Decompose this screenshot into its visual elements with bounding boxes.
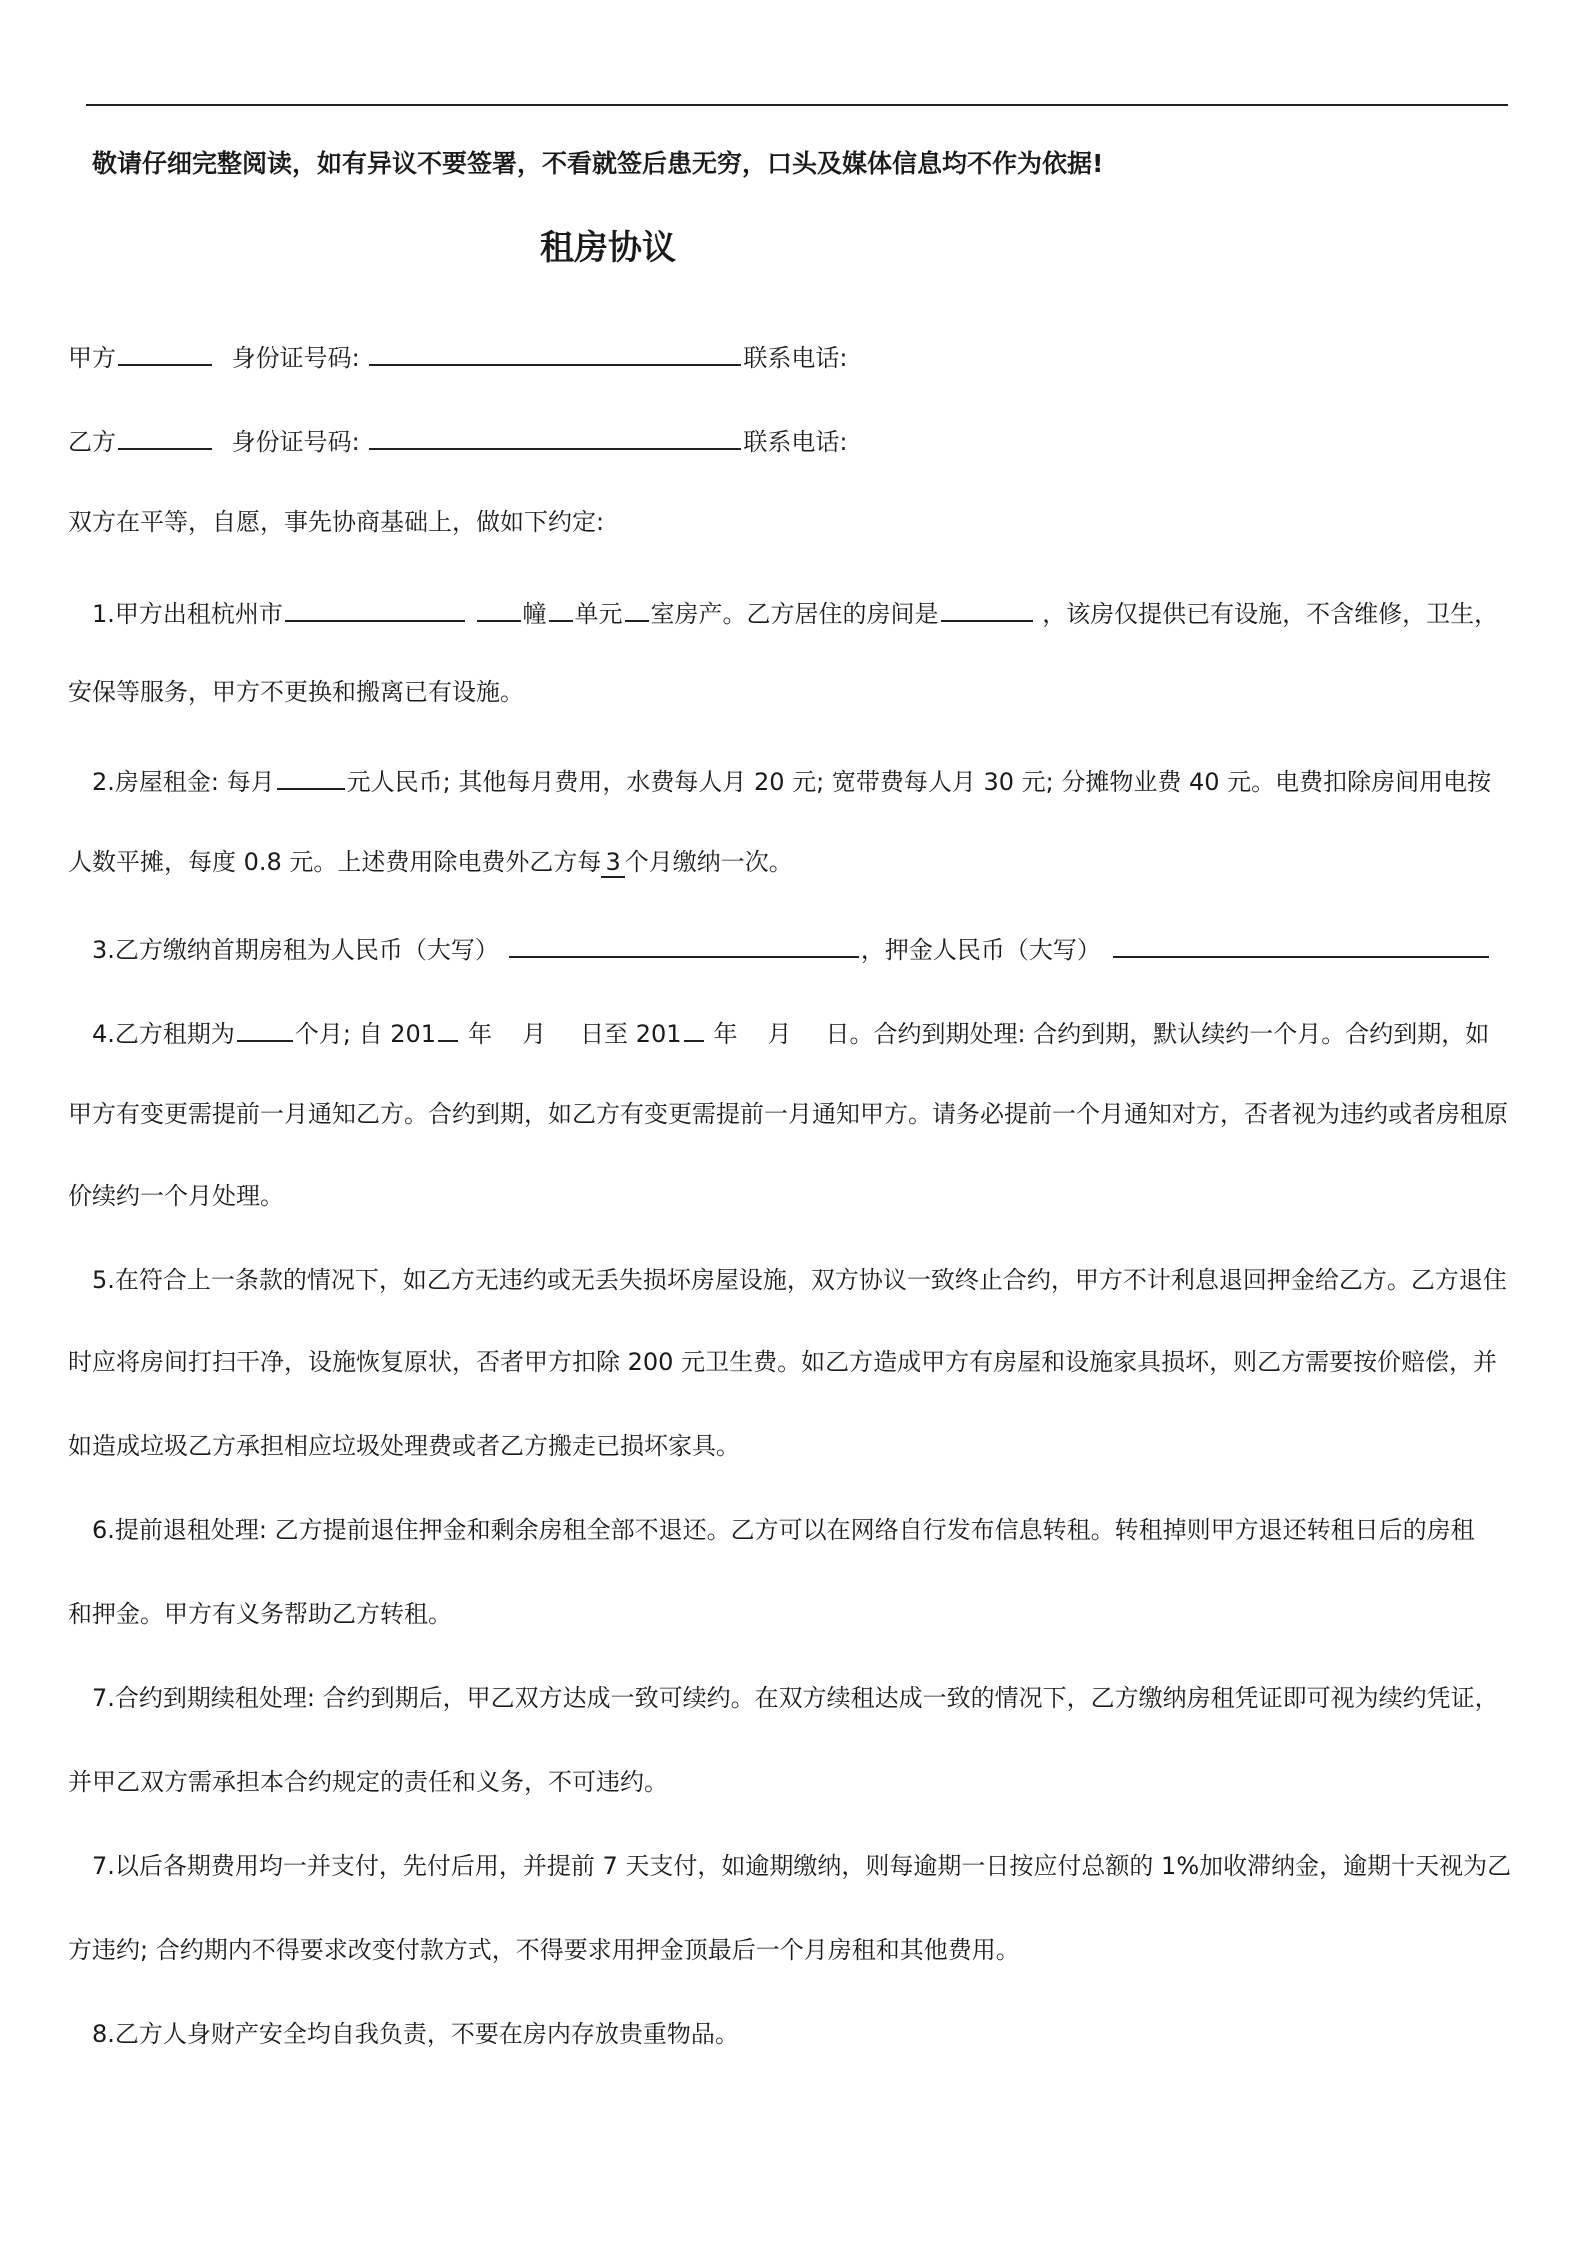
clause-3-line-1	[92, 930, 1491, 966]
clause-4-text-a: 4.乙方租期为	[92, 1020, 235, 1048]
document-title: 租房协议	[540, 228, 676, 268]
party-b-id-label: 身份证号码:	[231, 428, 360, 456]
clause-7a-line-2: 并甲乙双方需承担本合约规定的责任和义务，不可违约。	[68, 1768, 668, 1796]
clause-4-text-h: 日。合约到期处理: 合约到期，默认续约一个月。合约到期，如	[825, 1020, 1490, 1048]
clause-4-line-2: 甲方有变更需提前一月通知乙方。合约到期，如乙方有变更需提前一月通知甲方。请务必提前一个月通知对方，否者视为违约或者房租原	[68, 1100, 1508, 1128]
room-blank[interactable]	[625, 594, 649, 622]
address-blank[interactable]	[285, 594, 465, 622]
party-b-phone-label: 联系电话:	[743, 428, 848, 456]
clause-3-text-b: ，押金人民币（大写）	[860, 936, 1101, 964]
clause-3-text-a: 3.乙方缴纳首期房租为人民币（大写）	[92, 936, 499, 964]
party-a-row	[68, 338, 847, 374]
clause-6-line-2: 和押金。甲方有义务帮助乙方转租。	[68, 1600, 452, 1628]
party-a-name-blank[interactable]	[118, 338, 212, 366]
clause-1-text-a: 1.甲方出租杭州市	[92, 600, 283, 628]
clause-4-text-f: 年	[713, 1020, 738, 1048]
clause-4-text-c: 年	[468, 1020, 493, 1048]
first-rent-blank[interactable]	[509, 930, 859, 958]
clause-4-text-b: 个月; 自 201	[294, 1020, 437, 1048]
clause-5-line-3: 如造成垃圾乙方承担相应垃圾处理费或者乙方搬走已损坏家具。	[68, 1432, 740, 1460]
party-a-id-label: 身份证号码:	[231, 344, 360, 372]
payment-months-value[interactable]: 3	[601, 848, 624, 878]
clause-1-line-2: 安保等服务，甲方不更换和搬离已有设施。	[68, 678, 524, 706]
building-blank[interactable]	[477, 594, 521, 622]
party-a-phone-label: 联系电话:	[743, 344, 848, 372]
clause-7b-line-1: 7.以后各期费用均一并支付，先付后用，并提前 7 天支付，如逾期缴纳，则每逾期一日按应付总额的 1%加收滞纳金，逾期十天视为乙	[92, 1852, 1512, 1880]
clause-7a-line-1: 7.合约到期续租处理: 合约到期后，甲乙双方达成一致可续约。在双方续租达成一致的情况下，乙方缴纳房租凭证即可视为续约凭证，	[92, 1684, 1499, 1712]
unit-blank[interactable]	[549, 594, 573, 622]
clause-4-line-1	[92, 1014, 1489, 1050]
clause-4-line-3: 价续约一个月处理。	[68, 1182, 284, 1210]
clause-4-text-d: 月	[522, 1020, 547, 1048]
party-b-row	[68, 422, 847, 458]
clause-5-line-1: 5.在符合上一条款的情况下，如乙方无违约或无丢失损坏房屋设施，双方协议一致终止合约，甲方不计利息退回押金给乙方。乙方退住	[92, 1266, 1507, 1294]
rent-amount-blank[interactable]	[277, 762, 345, 790]
clause-2-text-a: 2.房屋租金: 每月	[92, 768, 275, 796]
party-a-id-blank[interactable]	[369, 338, 741, 366]
room-type-blank[interactable]	[941, 594, 1033, 622]
notice-warning: 敬请仔细完整阅读，如有异议不要签署，不看就签后患无穷，口头及媒体信息均不作为依据!	[92, 149, 1104, 178]
clause-2-line-2	[68, 846, 793, 878]
clause-1-line-1	[92, 594, 1498, 630]
party-a-label: 甲方	[68, 344, 116, 372]
clause-2-text-c: 人数平摊，每度 0.8 元。上述费用除电费外乙方每	[68, 848, 602, 876]
clause-4-text-e: 日至 201	[580, 1020, 682, 1048]
clause-1-text-c: 单元	[574, 600, 623, 628]
clause-1-text-e: ，该房仅提供已有设施，不含维修，卫生，	[1042, 600, 1499, 628]
party-b-label: 乙方	[68, 428, 116, 456]
clause-2-text-b: 元人民币; 其他每月费用，水费每人月 20 元; 宽带费每人月 30 元; 分摊物业费 40 元。电费扣除房间用电按	[346, 768, 1492, 796]
preamble: 双方在平等，自愿，事先协商基础上，做如下约定:	[68, 508, 605, 536]
party-b-name-blank[interactable]	[118, 422, 212, 450]
clause-5-line-2: 时应将房间打扫干净，设施恢复原状，否者甲方扣除 200 元卫生费。如乙方造成甲方有房屋和设施家具损坏，则乙方需要按价赔偿，并	[68, 1348, 1498, 1376]
top-rule	[86, 104, 1508, 106]
clause-8-line-1: 8.乙方人身财产安全均自我负责，不要在房内存放贵重物品。	[92, 2020, 739, 2048]
deposit-blank[interactable]	[1113, 930, 1489, 958]
party-b-id-blank[interactable]	[369, 422, 741, 450]
clause-7b-line-2: 方违约; 合约期内不得要求改变付款方式，不得要求用押金顶最后一个月房租和其他费用。	[68, 1936, 1020, 1964]
end-year-blank[interactable]	[684, 1014, 704, 1042]
start-year-blank[interactable]	[438, 1014, 458, 1042]
clause-4-text-g: 月	[767, 1020, 792, 1048]
lease-months-blank[interactable]	[237, 1014, 293, 1042]
clause-1-text-d: 室房产。乙方居住的房间是	[650, 600, 939, 628]
clause-6-line-1: 6.提前退租处理: 乙方提前退住押金和剩余房租全部不退还。乙方可以在网络自行发布信息转租。转租掉则甲方退还转租日后的房租	[92, 1516, 1475, 1544]
clause-2-line-1	[92, 762, 1491, 798]
clause-2-text-d: 个月缴纳一次。	[624, 848, 793, 876]
clause-1-text-b: 幢	[522, 600, 547, 628]
